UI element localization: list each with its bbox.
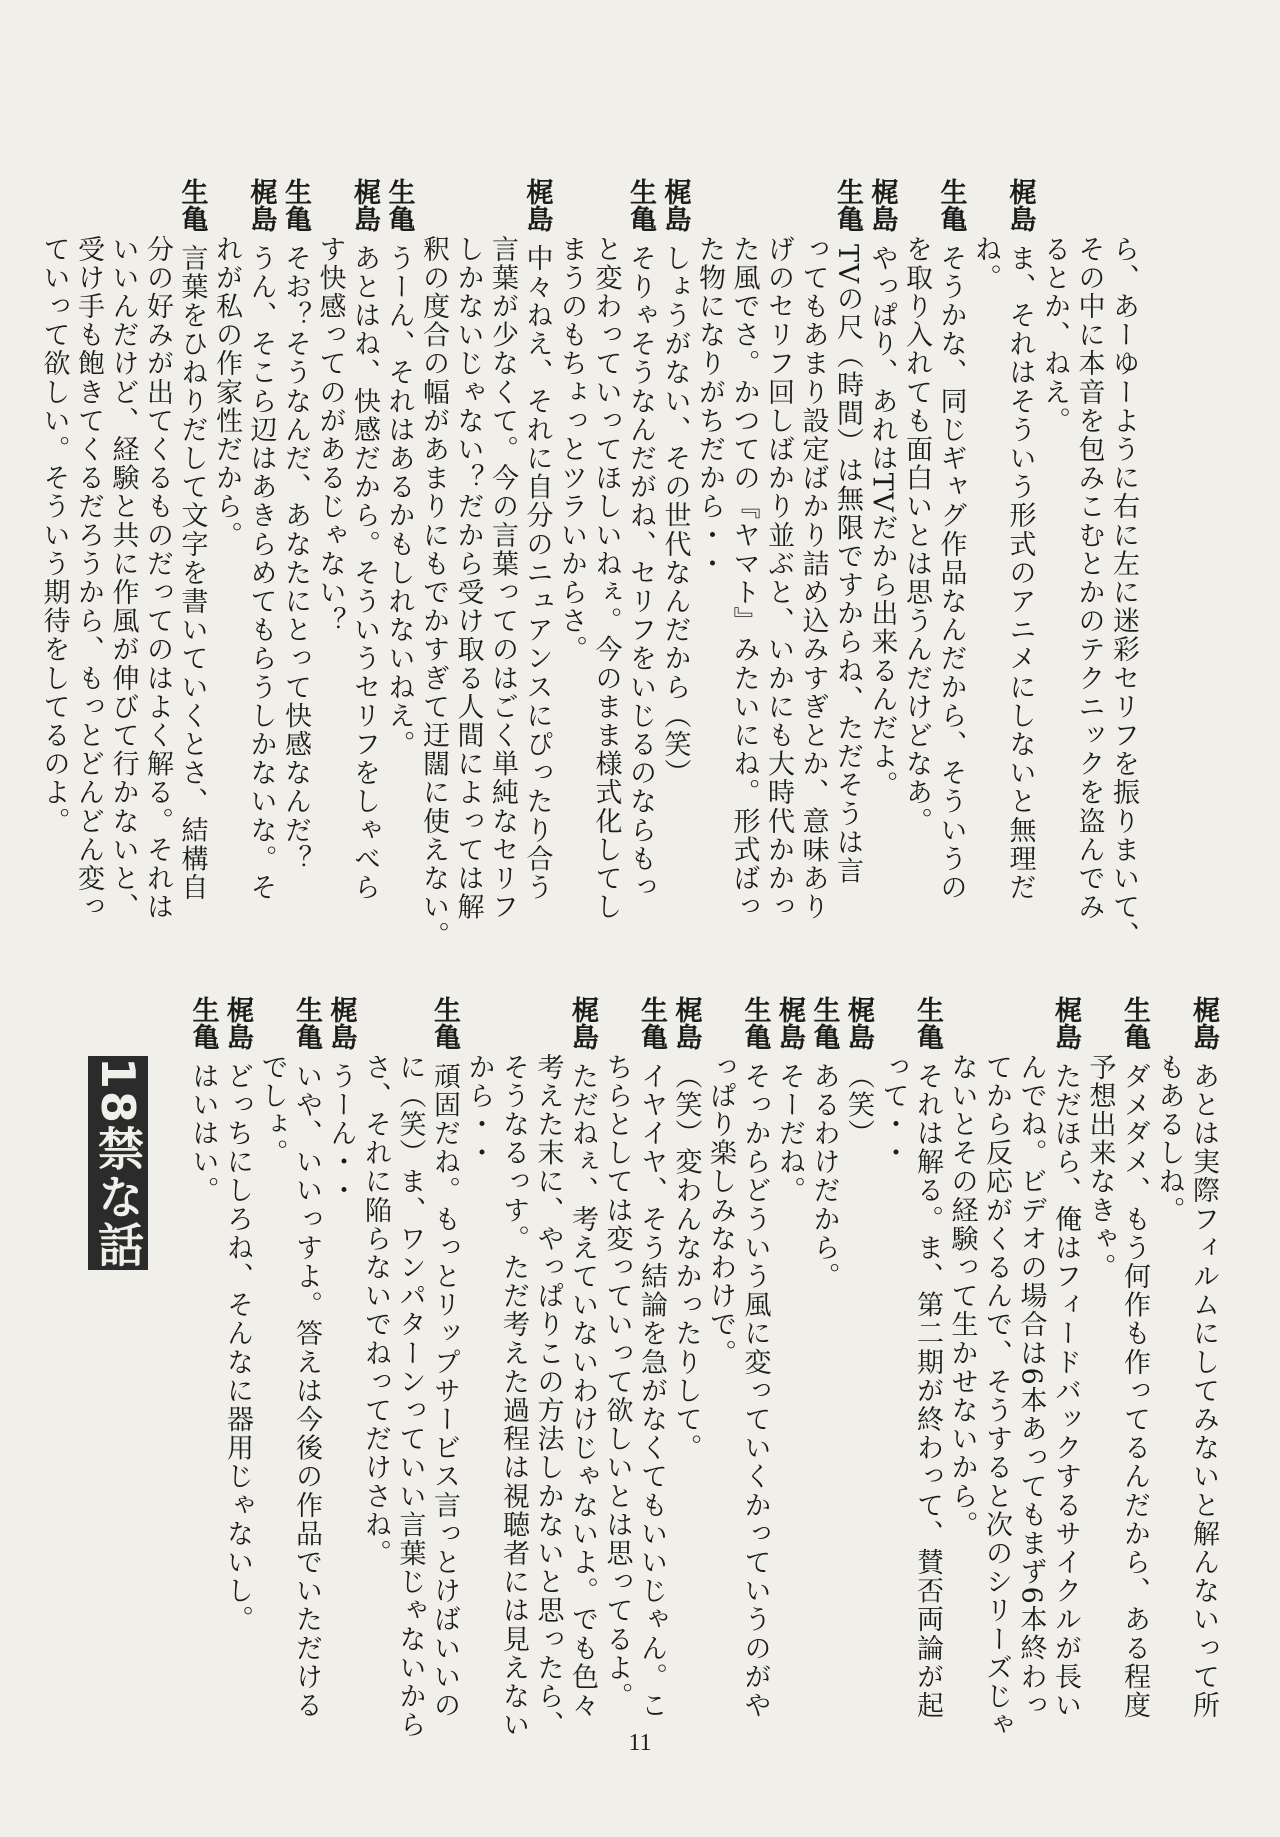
dialogue-continuation <box>692 178 727 883</box>
line-text: ね。 <box>970 235 1001 293</box>
speaker-name: 梶島 <box>866 178 898 232</box>
line-text: うーん、それはあるかもしれないねえ。 <box>383 244 415 759</box>
speaker-name: 梶島 <box>222 996 253 1050</box>
dialogue-line <box>381 178 416 883</box>
dialogue-line <box>657 178 692 883</box>
speaker-name: 梶島 <box>774 996 805 1050</box>
speaker-name: 生亀 <box>1119 996 1150 1050</box>
speaker-name: 梶島 <box>1050 996 1081 1050</box>
dialogue-line <box>841 996 876 1696</box>
dialogue-line <box>1002 178 1037 902</box>
line-text: いや、いいっすよ。答えは今後の作品でいただける <box>291 1062 322 1720</box>
line-text: ちらとしては変っていって欲しいとは思ってるよ。 <box>601 1053 633 1711</box>
dialogue-line <box>243 178 278 902</box>
dialogue-continuation <box>392 996 427 1740</box>
dialogue-line <box>1117 996 1152 1720</box>
dialogue-continuation <box>703 996 738 1696</box>
dialogue-line <box>289 996 324 1720</box>
dialogue-continuation <box>795 178 830 922</box>
dialogue-line <box>323 996 358 1696</box>
line-text: ら、あーゆーように右に左に迷彩セリフを振りまいて、 <box>1108 235 1139 950</box>
line-text: しかないじゃない？だから受け取る人間によっては解 <box>452 235 484 922</box>
dialogue-line <box>427 996 462 1720</box>
dialogue-line <box>830 178 865 886</box>
dialogue-line <box>565 996 600 1720</box>
line-text: TVの尺（時間）は無限ですからね、ただそうは言 <box>832 244 863 886</box>
dialogue-continuation <box>726 178 761 922</box>
dialogue-line <box>1048 996 1083 1720</box>
dialogue-continuation <box>1071 178 1106 922</box>
dialogue-line <box>668 996 703 1696</box>
dialogue-continuation <box>554 178 589 883</box>
line-text: を取り入れても面白いとは思うんだけどなあ。 <box>901 235 932 836</box>
line-text: 言葉をひねりだして文字を書いていくとさ、結構自 <box>176 244 208 902</box>
speaker-name: 梶島 <box>1188 996 1219 1050</box>
speaker-name: 生亀 <box>291 996 322 1050</box>
line-text: と変わっていってほしいねぇ。今のまま様式化してし <box>590 235 622 922</box>
speaker-name: 梶島 <box>349 178 380 232</box>
dialogue-continuation <box>1106 178 1141 950</box>
dialogue-continuation <box>209 178 244 883</box>
line-text: から・・ <box>463 1053 495 1168</box>
line-text: す快感ってのがあるじゃない？ <box>314 235 346 636</box>
line-text: いいんだけど、経験と共に作風が伸びて行かないと、 <box>107 235 139 922</box>
speaker-name: 梶島 <box>1004 178 1036 232</box>
speaker-name: 生亀 <box>912 996 943 1050</box>
dialogue-continuation <box>979 996 1014 1740</box>
dialogue-line <box>185 996 220 1696</box>
dialogue-continuation <box>588 178 623 922</box>
line-text: げのセリフ回しばかり並ぶと、いかにも大時代かかっ <box>763 235 794 922</box>
page-number: 11 <box>628 1730 652 1756</box>
speaker-name: 生亀 <box>935 178 967 232</box>
line-text: た風でさ。かつての『ヤマト』みたいにね。形式ばっ <box>728 235 760 922</box>
line-text: んでね。ビデオの場合は6本あってもまず6本終わっ <box>1015 1053 1047 1720</box>
dialogue-continuation <box>944 996 979 1696</box>
line-text: 頑固だね。もっとリップサービス言っとけばいいの <box>429 1062 460 1720</box>
dialogue-continuation <box>599 996 634 1711</box>
speaker-name: 生亀 <box>739 996 771 1050</box>
dialogue-line <box>910 996 945 1720</box>
dialogue-continuation <box>530 996 565 1740</box>
dialogue-line <box>772 996 807 1696</box>
dialogue-top-section <box>38 178 1140 950</box>
line-text: るとか、ねえ。 <box>1039 235 1070 436</box>
dialogue-line <box>347 178 382 902</box>
dialogue-line <box>220 996 255 1696</box>
dialogue-continuation <box>1037 178 1072 883</box>
line-text: もあるしね。 <box>1153 1053 1185 1225</box>
speaker-name: 梶島 <box>567 996 598 1050</box>
line-text: あるわけだから。 <box>808 1062 840 1291</box>
dialogue-line <box>623 178 658 902</box>
line-text: そっからどういう風に変っていくかっていうのがや <box>739 1062 771 1720</box>
line-text: てから反応がくるんで、そうすると次のシリーズじゃ <box>981 1053 1012 1740</box>
line-text: 考えた末に、やっぱりこの方法しかないと思ったら、 <box>532 1053 564 1740</box>
speaker-name: 梶島 <box>245 178 277 232</box>
line-text: 中々ねえ、それに自分のニュアンスにぴったり合う <box>521 244 553 902</box>
line-text: れが私の作家性だから。 <box>211 235 242 550</box>
speaker-name: 梶島 <box>670 996 702 1050</box>
speaker-name: 生亀 <box>625 178 656 232</box>
dialogue-line <box>519 178 554 902</box>
dialogue-continuation <box>1082 996 1117 1696</box>
line-text: ないとその経験って生かせないから。 <box>946 1053 978 1540</box>
line-text: やっぱり、あれはTVだから出来るんだよ。 <box>866 244 898 800</box>
dialogue-continuation <box>71 178 106 922</box>
line-text: さ、それに陥らないでねってだけさね。 <box>360 1053 391 1568</box>
dialogue-line <box>864 178 899 883</box>
line-text: はいはい。 <box>187 1062 219 1205</box>
dialogue-continuation <box>358 996 393 1696</box>
speaker-name: 生亀 <box>187 996 219 1050</box>
dialogue-continuation <box>761 178 796 922</box>
line-text: に（笑）ま、ワンパターンっていい言葉じゃないから <box>394 1053 426 1740</box>
dialogue-line <box>278 178 313 883</box>
line-text: うーん・・ <box>325 1062 357 1205</box>
line-text: その中に本音を包みこむとかのテクニックを盗んでみ <box>1073 235 1105 922</box>
speaker-name: 生亀 <box>280 178 311 232</box>
dialogue-continuation <box>1013 996 1048 1720</box>
speaker-name: 生亀 <box>176 178 208 232</box>
line-text: （笑）変わんなかったりして。 <box>670 1062 702 1463</box>
line-text: そうなるっす。ただ考えた過程は視聴者には見えない <box>498 1053 529 1740</box>
line-text: 受け手も飽きてくるだろうから、もっとどんどん変っ <box>73 235 104 922</box>
line-text: そりゃそうなんだがね、セリフをいじるのならもっ <box>625 244 656 902</box>
dialogue-continuation <box>416 178 451 950</box>
line-text: それは解る。ま、第二期が終わって、賛否両論が起 <box>912 1062 943 1720</box>
dialogue-continuation <box>105 178 140 922</box>
line-text: どっちにしろね、そんなに器用じゃないし。 <box>222 1062 253 1634</box>
line-text: そーだね。 <box>774 1062 805 1205</box>
line-text: ってもあまり設定ばかり詰め込みすぎとか、意味あり <box>797 235 829 922</box>
dialogue-continuation <box>899 178 934 883</box>
speaker-name: 生亀 <box>383 178 415 232</box>
line-text: まうのもちょっとツラいからさ。 <box>556 235 587 664</box>
line-text: 言葉が少なくて。今の言葉ってのはごく単純なセリフ <box>487 235 518 922</box>
line-text: ただねぇ、考えていないわけじゃないよ。でも色々 <box>567 1062 598 1720</box>
dialogue-continuation <box>312 178 347 883</box>
speaker-name: 生亀 <box>808 996 840 1050</box>
section-title: 18禁な話 <box>88 1056 148 1270</box>
line-text: しょうがない、その世代なんだから（笑） <box>659 244 691 788</box>
dialogue-continuation <box>450 178 485 922</box>
dialogue-line <box>634 996 669 1720</box>
line-text: うん、そこら辺はあきらめてもらうしかないな。そ <box>245 244 277 902</box>
line-text: ま、それはそういう形式のアニメにしないと無理だ <box>1004 244 1036 902</box>
dialogue-line <box>174 178 209 902</box>
line-text: ただほら、俺はフィードバックするサイクルが長い <box>1050 1062 1081 1720</box>
dialogue-line <box>806 996 841 1696</box>
dialogue-line <box>1186 996 1221 1720</box>
line-text: って・・ <box>877 1053 909 1168</box>
dialogue-continuation <box>254 996 289 1696</box>
speaker-name: 生亀 <box>832 178 863 232</box>
line-text: そお？そうなんだ、あなたにとって快感なんだ？ <box>280 244 311 874</box>
dialogue-line <box>737 996 772 1720</box>
line-text: そうかな、同じギャグ作品なんだから、そういうの <box>935 244 967 902</box>
line-text: あとはね、快感だから。そういうセリフをしゃべら <box>349 244 380 902</box>
line-text: ダメダメ、もう何作も作ってるんだから、ある程度 <box>1119 1062 1150 1720</box>
line-text: 予想出来なきゃ。 <box>1084 1053 1116 1282</box>
speaker-name: 梶島 <box>843 996 874 1050</box>
line-text: た物になりがちだから・・ <box>694 235 725 579</box>
speaker-name: 梶島 <box>659 178 691 232</box>
dialogue-continuation <box>875 996 910 1696</box>
line-text: 釈の度合の幅があまりにもでかすぎて迂闊に使えない。 <box>418 235 449 950</box>
dialogue-continuation <box>461 996 496 1696</box>
line-text: でしょ。 <box>256 1053 288 1168</box>
line-text: 分の好みが出てくるものだってのはよく解る。それは <box>142 235 173 922</box>
line-text: っぱり楽しみなわけで。 <box>705 1053 736 1368</box>
dialogue-bottom-section <box>90 996 1220 1740</box>
dialogue-continuation <box>36 178 71 883</box>
line-text: イヤイヤ、そう結論を急がなくてもいいじゃん。こ <box>636 1062 667 1720</box>
dialogue-continuation <box>968 178 1003 883</box>
dialogue-line <box>933 178 968 902</box>
dialogue-continuation <box>485 178 520 922</box>
dialogue-continuation <box>1151 996 1186 1696</box>
line-text: あとは実際フィルムにしてみないと解んないって所 <box>1188 1062 1219 1720</box>
speaker-name: 梶島 <box>521 178 553 232</box>
speaker-name: 梶島 <box>325 996 357 1050</box>
line-text: ていって欲しい。そういう期待をしてるのよ。 <box>38 235 70 836</box>
speaker-name: 生亀 <box>429 996 460 1050</box>
dialogue-continuation <box>496 996 531 1740</box>
line-text: （笑） <box>843 1062 874 1148</box>
speaker-name: 生亀 <box>636 996 667 1050</box>
dialogue-continuation <box>140 178 175 922</box>
